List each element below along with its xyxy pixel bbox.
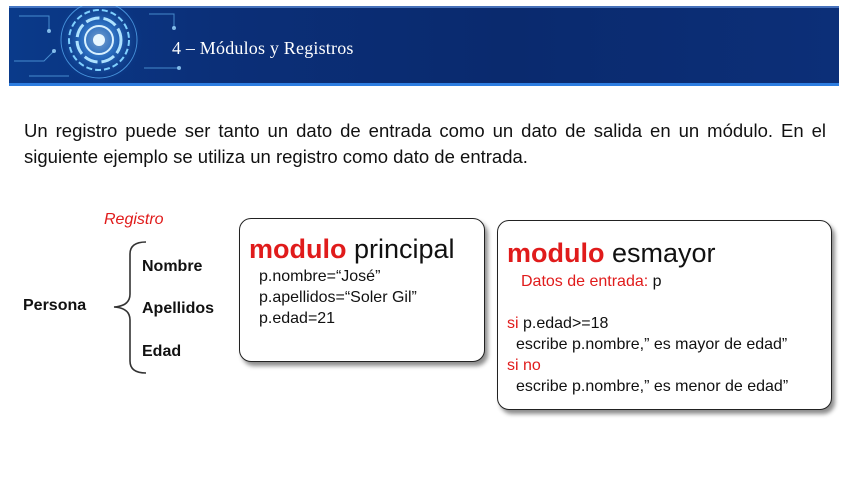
- module-principal-heading: [249, 234, 455, 264]
- code-line: p.edad=21: [259, 310, 336, 327]
- else-keyword: si no: [507, 357, 541, 374]
- if-keyword: si: [507, 315, 519, 332]
- input-label: Datos de entrada:: [521, 273, 649, 290]
- code-line-then: escribe p.nombre,” es mayor de edad”: [516, 336, 788, 353]
- module-keyword: modulo: [507, 238, 605, 268]
- intro-paragraph: Un registro puede ser tanto un dato de entrada como un dato de salida en un módulo. En el siguiente ejemplo se utiliza un registro como dato de entrada.: [24, 120, 826, 167]
- field-nombre: Nombre: [142, 258, 203, 275]
- registro-label: Registro: [104, 211, 164, 228]
- record-name: Persona: [23, 297, 87, 314]
- code-line: p.nombre=“José”: [259, 268, 381, 285]
- header-banner: [9, 6, 839, 86]
- module-principal-box: [239, 218, 485, 362]
- module-name: principal: [354, 234, 455, 264]
- code-line-if: [507, 313, 788, 334]
- module-name: esmayor: [612, 238, 716, 268]
- code-line: p.apellidos=“Soler Gil”: [259, 289, 417, 306]
- module-principal-code: [259, 266, 417, 329]
- code-line-else: escribe p.nombre,” es menor de edad”: [516, 378, 789, 395]
- field-edad: Edad: [142, 343, 182, 360]
- if-condition: p.edad>=18: [523, 315, 609, 332]
- module-keyword: modulo: [249, 234, 347, 264]
- field-apellidos: Apellidos: [142, 300, 215, 317]
- page-title: 4 – Módulos y Registros: [172, 38, 354, 58]
- module-esmayor-box: [497, 220, 832, 410]
- module-esmayor-code: [507, 313, 788, 397]
- input-param: p: [652, 273, 662, 290]
- module-esmayor-heading: [507, 238, 716, 268]
- input-params: [521, 271, 662, 292]
- banner-bottom-line: [9, 83, 839, 86]
